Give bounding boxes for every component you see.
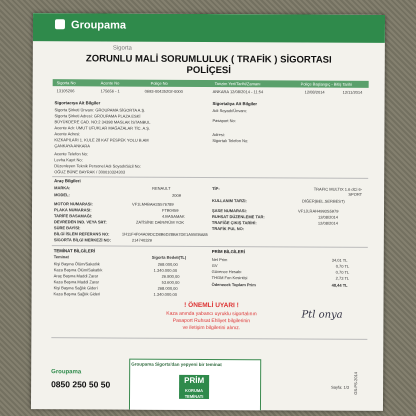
premium-label: Net Prim [211, 257, 228, 263]
vehicle-label: SİGORTA BİLGİ MERKEZİ NO: [53, 237, 111, 243]
warning-title: ! ÖNEMLİ UYARI ! [184, 301, 239, 310]
vehicle-value: 214740329 [131, 237, 152, 243]
vehicle-label: SÜRE BAYİSİ: [53, 225, 81, 231]
insured-line: Pasaport No: [212, 118, 236, 124]
coverage-label: Kaza Başına Sağlık Gideri [53, 291, 101, 297]
vehicle-value: 1H11F4F04A09DCD8B6D28BA7DE1A55EBA85 [121, 231, 208, 237]
insurer-line: KIZKAPILARI 1. KULE 28 KAT PESPEK YOLU B.AM [54, 137, 149, 143]
premium-value: 0,70 TL [335, 269, 350, 275]
coverage-label: Kişi Başına Ölüm/Sakatlık [53, 261, 100, 267]
prim-teminati: TEMİNATI [184, 393, 204, 399]
phone-number: 0850 250 50 50 [51, 379, 111, 390]
brand-logo [55, 19, 126, 31]
divider [52, 245, 368, 248]
col-baslangic-bitis: Poliçe Başlangıç - Bitiş Tarihi [300, 81, 352, 87]
coverage-head: Sigorta Bedeli(TL) [151, 254, 187, 260]
header-columns [53, 79, 369, 88]
vehicle-label: RUHSAT DÜZENLEME TAR: [211, 214, 265, 220]
val-police-no: 0693-00435202-0000 [144, 88, 183, 94]
vehicle-value: TRAFIC MULTIX 1.6 dCi 6-SPORT [313, 186, 363, 197]
insured-line: Adresi: [212, 132, 225, 138]
document-title: ZORUNLU MALİ SORUMLULUK ( TRAFİK ) SİGORTASI [85, 53, 332, 66]
doc-code: GS-PS-2014 [353, 372, 359, 395]
premium-label: Güvence Hesabı [211, 269, 242, 275]
insurer-line: Sigorta Şirketi Ünvanı: GROUPAMA SİGORTA A.Ş. [54, 107, 146, 113]
premium-label: THGM Fon Kesintisi [211, 275, 248, 281]
warning-line: ve iletişim bilgilerini alınız. [182, 324, 241, 332]
coverage-head: Teminat [53, 254, 69, 260]
coverage-label: Kaza Başına Ölüm/Sakatlık [53, 267, 103, 273]
insurer-line: Acente Telefon No: [54, 151, 89, 157]
insurer-line: OĞUZ BÜNE BAYRAK / 300010324303 [54, 169, 126, 175]
coverage-value: 268.000,00 [157, 261, 178, 267]
vehicle-value: 12/08/2014 [317, 214, 339, 220]
vehicle-value: FTB0459 [161, 207, 179, 213]
coverage-label: Kişi Başına Sağlık Gideri [53, 285, 98, 291]
insurer-line: Düzenleyen Teknik Personel Adı Soyadı/Sicil No: [54, 163, 141, 169]
val-sigorta-no: 13105206 [56, 88, 75, 94]
insurer-line: BÜYÜKDERE CAD. NO:2 34398 MASLAK İSTANBUL [54, 119, 151, 125]
vehicle-label: MODEL: [54, 192, 70, 198]
brand-header [33, 13, 385, 43]
warning-line: Pasaport Ruhsat Ehliyet bilgilerinin [172, 317, 251, 325]
divider [52, 176, 368, 179]
coverage-title: TEMİNAT BİLGİLERİ [53, 248, 96, 254]
vehicle-label: TRAFİĞE ÇIKIŞ TARİHİ: [211, 220, 257, 226]
insurer-line: Sigorta Şirketi Adresi: GROUPAMA PLAZA ESKİ [54, 113, 141, 119]
document-title-line2: POLİÇESİ [186, 64, 231, 77]
vehicle-value: DİĞER(BEL.SERBEST) [302, 198, 345, 204]
premium-total-value: 48,44 TL [331, 282, 348, 288]
vehicle-label: MARKA: [54, 185, 71, 191]
vehicle-label: BİLGİ İSLEM REFERANS NO: [53, 231, 110, 237]
coverage-value: 1.340.000,00 [153, 291, 177, 297]
vehicle-value: ZATİSİNE DAİR/RÜM YOK [135, 219, 185, 225]
insured-line: Adı Soyadı/Ünvanı: [212, 108, 248, 114]
val-baslangic: 12/08/2014 [304, 89, 325, 95]
signature: Ptl onya [301, 309, 343, 321]
vehicle-label: DEVREDEN İND. VEYA SRT: [53, 219, 107, 225]
insurer-line: Levha Kayıt No: [54, 157, 83, 163]
divider [51, 337, 367, 340]
val-tanzim: ANKARA 12/08/2014 - 11:54 [212, 89, 264, 95]
vehicle-section-title: Araç Bilgileri [54, 178, 81, 184]
page-number: Sayfa: 1/3 [331, 384, 350, 390]
premium-title: PRİM BİLGİLERİ [211, 249, 245, 255]
val-bitis: 12/11/2014 [342, 89, 363, 95]
vehicle-value: 12/08/2014 [317, 220, 338, 226]
promo-line: Groupama Sigorta'dan yepyeni bir teminat [131, 361, 222, 368]
coverage-value: 268.000,00 [157, 285, 178, 291]
groupama-logo-icon [55, 19, 65, 29]
phone-brand: Groupama [51, 369, 82, 376]
vehicle-value: VF1JLRAH4993S5979 [297, 208, 339, 214]
val-acente-no: 175656 - 1 [100, 88, 120, 94]
vehicle-value: VF1LM4BAH3S576789 [132, 201, 174, 207]
vehicle-label: TRAFİK PUL NO: [211, 226, 245, 232]
coverage-value: 53.600,00 [161, 279, 180, 285]
insurer-section-title: Sigortacıya Ait Bilgiler [54, 100, 101, 106]
vehicle-label: MOTOR NUMARASI: [54, 201, 93, 207]
vehicle-value: RENAULT [152, 185, 171, 191]
premium-value: 0,70 TL [335, 263, 350, 269]
prim-text: PRİM [184, 375, 205, 385]
col-police-no: Poliçe No [150, 80, 168, 86]
col-tanzim: Tanzim Yeri/Tarihi/Zamanı [214, 81, 261, 87]
vehicle-label: ŞASE NUMARASI: [211, 208, 247, 214]
vehicle-value: 4.BASAMAK [161, 213, 185, 219]
brand-name: Groupama [71, 19, 127, 32]
insurer-line: Acente Adı: UMUT UFUKLAR MAĞAZALAR TİC. A.Ş. [54, 125, 151, 131]
insured-section-title: Sigortalıya Ait Bilgiler [212, 101, 258, 107]
prim-koruma: KORUMA [185, 387, 204, 393]
coverage-label: Kaza Başına Maddi Zarar [53, 279, 100, 285]
warning-line: Kaza anında yabancı uyruklu sigortalının [166, 310, 257, 318]
insured-line: Sigortalı Telefon No: [212, 138, 249, 144]
vehicle-label: KULLANIM TARZI: [212, 198, 247, 204]
coverage-value: 26.800,00 [161, 273, 180, 279]
policy-document [31, 13, 385, 411]
premium-label: GV [211, 263, 218, 269]
premium-value: 34,01 TL [331, 257, 348, 263]
vehicle-value: 2009 [172, 192, 182, 198]
premium-total-label: Ödenecek Toplam Prim [211, 282, 256, 288]
insurer-line: ÇANKAYA ANKARA [54, 143, 91, 149]
col-sigorta-no: Sigorta No [56, 80, 76, 86]
header-values [53, 88, 369, 96]
insurer-line: Acente Adresi: [54, 131, 81, 137]
vehicle-label: PLAKA NUMARASI: [53, 207, 92, 213]
coverage-value: 1.340.000,00 [153, 267, 178, 273]
vehicle-label: TARİFE BASAMAĞI: [53, 213, 93, 219]
premium-value: 2,73 TL [335, 275, 350, 281]
coverage-label: Araç Başına Maddi Zarar [53, 273, 99, 279]
vehicle-label: TİP: [212, 186, 220, 192]
col-acente-no: Acente No [100, 80, 120, 86]
brand-sub: Sigorta [112, 45, 132, 52]
